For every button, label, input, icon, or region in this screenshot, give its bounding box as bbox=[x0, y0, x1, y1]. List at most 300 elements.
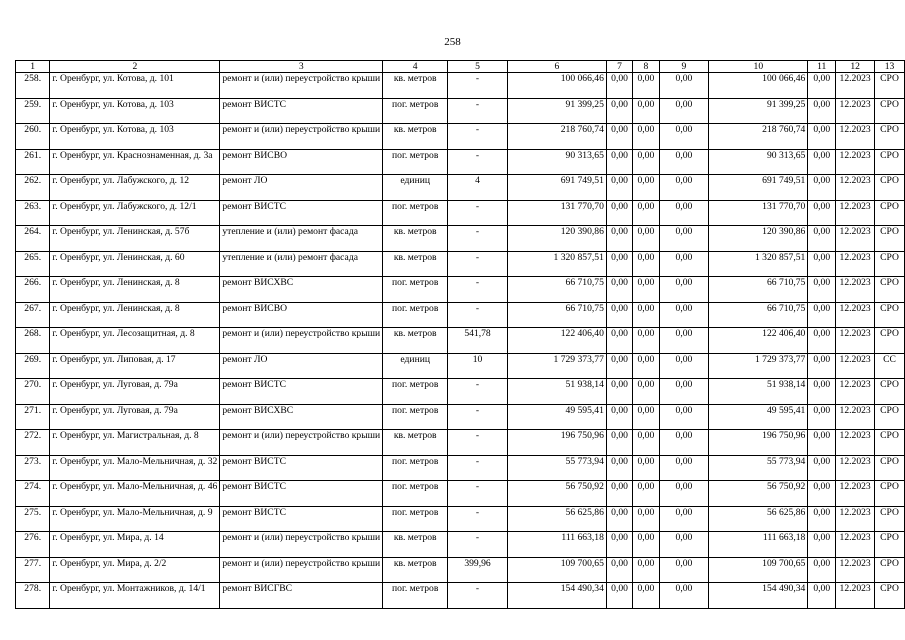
table-row bbox=[16, 175, 905, 201]
col9-cell: 0,00 bbox=[659, 404, 709, 430]
address-cell: г. Оренбург, ул. Липовая, д. 17 bbox=[50, 353, 220, 379]
quantity-cell: - bbox=[448, 251, 508, 277]
col8-cell: 0,00 bbox=[633, 328, 659, 354]
col9-cell: 0,00 bbox=[659, 124, 709, 150]
work-type-cell: ремонт ВИСТС bbox=[220, 379, 383, 405]
method-cell: СРО bbox=[875, 226, 905, 252]
col9-cell: 0,00 bbox=[659, 149, 709, 175]
col9-cell: 0,00 bbox=[659, 98, 709, 124]
col8-cell: 0,00 bbox=[633, 353, 659, 379]
quantity-cell: - bbox=[448, 583, 508, 609]
deadline-cell: 12.2023 bbox=[836, 98, 875, 124]
deadline-cell: 12.2023 bbox=[836, 379, 875, 405]
method-cell: СРО bbox=[875, 302, 905, 328]
col8-cell: 0,00 bbox=[633, 481, 659, 507]
col7-cell: 0,00 bbox=[606, 251, 632, 277]
total-cost-cell: 100 066,46 bbox=[507, 73, 606, 99]
unit-cell: пог. метров bbox=[383, 455, 448, 481]
col11-cell: 0,00 bbox=[808, 73, 836, 99]
col7-cell: 0,00 bbox=[606, 175, 632, 201]
col9-cell: 0,00 bbox=[659, 200, 709, 226]
work-type-cell: ремонт ВИСТС bbox=[220, 455, 383, 481]
col10-cost-cell: 90 313,65 bbox=[709, 149, 808, 175]
col10-cost-cell: 56 625,86 bbox=[709, 506, 808, 532]
col11-cell: 0,00 bbox=[808, 532, 836, 558]
total-cost-cell: 1 320 857,51 bbox=[507, 251, 606, 277]
col11-cell: 0,00 bbox=[808, 353, 836, 379]
quantity-cell: - bbox=[448, 404, 508, 430]
deadline-cell: 12.2023 bbox=[836, 481, 875, 507]
column-header: 10 bbox=[709, 61, 808, 73]
column-header: 1 bbox=[16, 61, 50, 73]
method-cell: СРО bbox=[875, 277, 905, 303]
total-cost-cell: 122 406,40 bbox=[507, 328, 606, 354]
quantity-cell: - bbox=[448, 200, 508, 226]
table-row bbox=[16, 277, 905, 303]
col9-cell: 0,00 bbox=[659, 302, 709, 328]
col7-cell: 0,00 bbox=[606, 557, 632, 583]
col10-cost-cell: 66 710,75 bbox=[709, 302, 808, 328]
col11-cell: 0,00 bbox=[808, 200, 836, 226]
unit-cell: кв. метров bbox=[383, 251, 448, 277]
col8-cell: 0,00 bbox=[633, 98, 659, 124]
col7-cell: 0,00 bbox=[606, 583, 632, 609]
row-number: 268. bbox=[16, 328, 50, 354]
address-cell: г. Оренбург, ул. Краснознаменная, д. 3а bbox=[50, 149, 220, 175]
deadline-cell: 12.2023 bbox=[836, 353, 875, 379]
row-number: 269. bbox=[16, 353, 50, 379]
total-cost-cell: 154 490,34 bbox=[507, 583, 606, 609]
col9-cell: 0,00 bbox=[659, 175, 709, 201]
total-cost-cell: 90 313,65 bbox=[507, 149, 606, 175]
work-type-cell: ремонт ВИСГВС bbox=[220, 583, 383, 609]
address-cell: г. Оренбург, ул. Котова, д. 101 bbox=[50, 73, 220, 99]
col8-cell: 0,00 bbox=[633, 175, 659, 201]
address-cell: г. Оренбург, ул. Мало-Мельничная, д. 9 bbox=[50, 506, 220, 532]
unit-cell: кв. метров bbox=[383, 430, 448, 456]
unit-cell: пог. метров bbox=[383, 506, 448, 532]
quantity-cell: - bbox=[448, 532, 508, 558]
col11-cell: 0,00 bbox=[808, 506, 836, 532]
col11-cell: 0,00 bbox=[808, 404, 836, 430]
col7-cell: 0,00 bbox=[606, 532, 632, 558]
work-type-cell: ремонт ВИСТС bbox=[220, 98, 383, 124]
work-type-cell: ремонт и (или) переустройство крыши bbox=[220, 532, 383, 558]
col10-cost-cell: 120 390,86 bbox=[709, 226, 808, 252]
col10-cost-cell: 100 066,46 bbox=[709, 73, 808, 99]
quantity-cell: - bbox=[448, 226, 508, 252]
method-cell: СРО bbox=[875, 506, 905, 532]
address-cell: г. Оренбург, ул. Ленинская, д. 60 bbox=[50, 251, 220, 277]
col8-cell: 0,00 bbox=[633, 583, 659, 609]
col9-cell: 0,00 bbox=[659, 251, 709, 277]
col11-cell: 0,00 bbox=[808, 175, 836, 201]
col7-cell: 0,00 bbox=[606, 404, 632, 430]
table-row bbox=[16, 73, 905, 99]
table-row bbox=[16, 226, 905, 252]
deadline-cell: 12.2023 bbox=[836, 455, 875, 481]
column-header: 8 bbox=[633, 61, 659, 73]
deadline-cell: 12.2023 bbox=[836, 149, 875, 175]
col11-cell: 0,00 bbox=[808, 557, 836, 583]
unit-cell: пог. метров bbox=[383, 200, 448, 226]
col10-cost-cell: 109 700,65 bbox=[709, 557, 808, 583]
deadline-cell: 12.2023 bbox=[836, 200, 875, 226]
col7-cell: 0,00 bbox=[606, 98, 632, 124]
method-cell: СРО bbox=[875, 379, 905, 405]
table-row bbox=[16, 251, 905, 277]
deadline-cell: 12.2023 bbox=[836, 404, 875, 430]
work-type-cell: ремонт и (или) переустройство крыши bbox=[220, 557, 383, 583]
col7-cell: 0,00 bbox=[606, 353, 632, 379]
col7-cell: 0,00 bbox=[606, 149, 632, 175]
col7-cell: 0,00 bbox=[606, 455, 632, 481]
method-cell: СРО bbox=[875, 124, 905, 150]
deadline-cell: 12.2023 bbox=[836, 302, 875, 328]
col9-cell: 0,00 bbox=[659, 506, 709, 532]
col10-cost-cell: 154 490,34 bbox=[709, 583, 808, 609]
col9-cell: 0,00 bbox=[659, 430, 709, 456]
table-row bbox=[16, 430, 905, 456]
col8-cell: 0,00 bbox=[633, 557, 659, 583]
col11-cell: 0,00 bbox=[808, 226, 836, 252]
table-row bbox=[16, 506, 905, 532]
col7-cell: 0,00 bbox=[606, 506, 632, 532]
work-type-cell: ремонт и (или) переустройство крыши bbox=[220, 73, 383, 99]
method-cell: СРО bbox=[875, 73, 905, 99]
col11-cell: 0,00 bbox=[808, 430, 836, 456]
col10-cost-cell: 1 729 373,77 bbox=[709, 353, 808, 379]
col7-cell: 0,00 bbox=[606, 328, 632, 354]
col8-cell: 0,00 bbox=[633, 251, 659, 277]
unit-cell: пог. метров bbox=[383, 379, 448, 405]
row-number: 263. bbox=[16, 200, 50, 226]
col10-cost-cell: 122 406,40 bbox=[709, 328, 808, 354]
unit-cell: пог. метров bbox=[383, 277, 448, 303]
table-row bbox=[16, 200, 905, 226]
work-type-cell: ремонт и (или) переустройство крыши bbox=[220, 430, 383, 456]
col8-cell: 0,00 bbox=[633, 200, 659, 226]
table-row bbox=[16, 557, 905, 583]
table-row bbox=[16, 353, 905, 379]
col11-cell: 0,00 bbox=[808, 124, 836, 150]
total-cost-cell: 111 663,18 bbox=[507, 532, 606, 558]
col7-cell: 0,00 bbox=[606, 302, 632, 328]
row-number: 258. bbox=[16, 73, 50, 99]
col11-cell: 0,00 bbox=[808, 328, 836, 354]
quantity-cell: - bbox=[448, 379, 508, 405]
column-header: 4 bbox=[383, 61, 448, 73]
column-header: 6 bbox=[507, 61, 606, 73]
col11-cell: 0,00 bbox=[808, 481, 836, 507]
address-cell: г. Оренбург, ул. Лабужского, д. 12/1 bbox=[50, 200, 220, 226]
col9-cell: 0,00 bbox=[659, 353, 709, 379]
quantity-cell: - bbox=[448, 481, 508, 507]
method-cell: СРО bbox=[875, 430, 905, 456]
work-type-cell: утепление и (или) ремонт фасада bbox=[220, 251, 383, 277]
address-cell: г. Оренбург, ул. Магистральная, д. 8 bbox=[50, 430, 220, 456]
address-cell: г. Оренбург, ул. Ленинская, д. 8 bbox=[50, 277, 220, 303]
method-cell: СРО bbox=[875, 200, 905, 226]
unit-cell: кв. метров bbox=[383, 328, 448, 354]
row-number: 275. bbox=[16, 506, 50, 532]
address-cell: г. Оренбург, ул. Лабужского, д. 12 bbox=[50, 175, 220, 201]
col7-cell: 0,00 bbox=[606, 200, 632, 226]
work-type-cell: ремонт ВИСХВС bbox=[220, 404, 383, 430]
col11-cell: 0,00 bbox=[808, 379, 836, 405]
method-cell: СРО bbox=[875, 98, 905, 124]
col7-cell: 0,00 bbox=[606, 481, 632, 507]
deadline-cell: 12.2023 bbox=[836, 583, 875, 609]
col9-cell: 0,00 bbox=[659, 532, 709, 558]
col9-cell: 0,00 bbox=[659, 583, 709, 609]
address-cell: г. Оренбург, ул. Луговая, д. 79а bbox=[50, 404, 220, 430]
deadline-cell: 12.2023 bbox=[836, 430, 875, 456]
deadline-cell: 12.2023 bbox=[836, 328, 875, 354]
col10-cost-cell: 66 710,75 bbox=[709, 277, 808, 303]
address-cell: г. Оренбург, ул. Котова, д. 103 bbox=[50, 124, 220, 150]
table-row bbox=[16, 149, 905, 175]
method-cell: СРО bbox=[875, 557, 905, 583]
col8-cell: 0,00 bbox=[633, 149, 659, 175]
address-cell: г. Оренбург, ул. Ленинская, д. 57б bbox=[50, 226, 220, 252]
total-cost-cell: 1 729 373,77 bbox=[507, 353, 606, 379]
col8-cell: 0,00 bbox=[633, 73, 659, 99]
deadline-cell: 12.2023 bbox=[836, 226, 875, 252]
quantity-cell: 541,78 bbox=[448, 328, 508, 354]
col10-cost-cell: 218 760,74 bbox=[709, 124, 808, 150]
deadline-cell: 12.2023 bbox=[836, 506, 875, 532]
deadline-cell: 12.2023 bbox=[836, 124, 875, 150]
unit-cell: пог. метров bbox=[383, 302, 448, 328]
deadline-cell: 12.2023 bbox=[836, 73, 875, 99]
total-cost-cell: 49 595,41 bbox=[507, 404, 606, 430]
method-cell: СРО bbox=[875, 583, 905, 609]
col7-cell: 0,00 bbox=[606, 430, 632, 456]
col7-cell: 0,00 bbox=[606, 226, 632, 252]
col9-cell: 0,00 bbox=[659, 73, 709, 99]
col10-cost-cell: 131 770,70 bbox=[709, 200, 808, 226]
table-row bbox=[16, 583, 905, 609]
col8-cell: 0,00 bbox=[633, 404, 659, 430]
work-type-cell: утепление и (или) ремонт фасада bbox=[220, 226, 383, 252]
total-cost-cell: 120 390,86 bbox=[507, 226, 606, 252]
unit-cell: пог. метров bbox=[383, 149, 448, 175]
col10-cost-cell: 49 595,41 bbox=[709, 404, 808, 430]
total-cost-cell: 66 710,75 bbox=[507, 302, 606, 328]
unit-cell: пог. метров bbox=[383, 98, 448, 124]
work-type-cell: ремонт и (или) переустройство крыши bbox=[220, 328, 383, 354]
column-header: 5 bbox=[448, 61, 508, 73]
deadline-cell: 12.2023 bbox=[836, 251, 875, 277]
unit-cell: единиц bbox=[383, 353, 448, 379]
table-row bbox=[16, 455, 905, 481]
unit-cell: кв. метров bbox=[383, 532, 448, 558]
total-cost-cell: 55 773,94 bbox=[507, 455, 606, 481]
col10-cost-cell: 111 663,18 bbox=[709, 532, 808, 558]
row-number: 260. bbox=[16, 124, 50, 150]
method-cell: СРО bbox=[875, 532, 905, 558]
row-number: 277. bbox=[16, 557, 50, 583]
work-type-cell: ремонт ЛО bbox=[220, 175, 383, 201]
column-header: 3 bbox=[220, 61, 383, 73]
table-row bbox=[16, 379, 905, 405]
total-cost-cell: 91 399,25 bbox=[507, 98, 606, 124]
method-cell: СРО bbox=[875, 251, 905, 277]
table-row bbox=[16, 532, 905, 558]
col7-cell: 0,00 bbox=[606, 73, 632, 99]
row-number: 278. bbox=[16, 583, 50, 609]
col7-cell: 0,00 bbox=[606, 277, 632, 303]
quantity-cell: - bbox=[448, 430, 508, 456]
address-cell: г. Оренбург, ул. Мира, д. 2/2 bbox=[50, 557, 220, 583]
page-number: 258 bbox=[444, 36, 461, 48]
address-cell: г. Оренбург, ул. Монтажников, д. 14/1 bbox=[50, 583, 220, 609]
col10-cost-cell: 91 399,25 bbox=[709, 98, 808, 124]
col10-cost-cell: 55 773,94 bbox=[709, 455, 808, 481]
method-cell: СРО bbox=[875, 149, 905, 175]
total-cost-cell: 218 760,74 bbox=[507, 124, 606, 150]
column-header: 13 bbox=[875, 61, 905, 73]
column-header: 9 bbox=[659, 61, 709, 73]
address-cell: г. Оренбург, ул. Мало-Мельничная, д. 46 bbox=[50, 481, 220, 507]
address-cell: г. Оренбург, ул. Мало-Мельничная, д. 32 bbox=[50, 455, 220, 481]
deadline-cell: 12.2023 bbox=[836, 532, 875, 558]
deadline-cell: 12.2023 bbox=[836, 557, 875, 583]
table-row bbox=[16, 98, 905, 124]
col7-cell: 0,00 bbox=[606, 124, 632, 150]
col11-cell: 0,00 bbox=[808, 251, 836, 277]
method-cell: СС bbox=[875, 353, 905, 379]
method-cell: СРО bbox=[875, 328, 905, 354]
col10-cost-cell: 196 750,96 bbox=[709, 430, 808, 456]
row-number: 262. bbox=[16, 175, 50, 201]
col8-cell: 0,00 bbox=[633, 506, 659, 532]
address-cell: г. Оренбург, ул. Ленинская, д. 8 bbox=[50, 302, 220, 328]
deadline-cell: 12.2023 bbox=[836, 175, 875, 201]
row-number: 265. bbox=[16, 251, 50, 277]
table-row bbox=[16, 124, 905, 150]
col8-cell: 0,00 bbox=[633, 226, 659, 252]
unit-cell: единиц bbox=[383, 175, 448, 201]
method-cell: СРО bbox=[875, 404, 905, 430]
col9-cell: 0,00 bbox=[659, 379, 709, 405]
column-header: 12 bbox=[836, 61, 875, 73]
quantity-cell: 10 bbox=[448, 353, 508, 379]
quantity-cell: - bbox=[448, 506, 508, 532]
total-cost-cell: 109 700,65 bbox=[507, 557, 606, 583]
col11-cell: 0,00 bbox=[808, 455, 836, 481]
work-type-cell: ремонт ВИСВО bbox=[220, 302, 383, 328]
unit-cell: пог. метров bbox=[383, 583, 448, 609]
quantity-cell: - bbox=[448, 277, 508, 303]
work-type-cell: ремонт ВИСТС bbox=[220, 481, 383, 507]
col8-cell: 0,00 bbox=[633, 430, 659, 456]
row-number: 270. bbox=[16, 379, 50, 405]
deadline-cell: 12.2023 bbox=[836, 277, 875, 303]
method-cell: СРО bbox=[875, 481, 905, 507]
col10-cost-cell: 56 750,92 bbox=[709, 481, 808, 507]
quantity-cell: - bbox=[448, 455, 508, 481]
row-number: 264. bbox=[16, 226, 50, 252]
unit-cell: кв. метров bbox=[383, 124, 448, 150]
unit-cell: кв. метров bbox=[383, 73, 448, 99]
total-cost-cell: 66 710,75 bbox=[507, 277, 606, 303]
column-header: 11 bbox=[808, 61, 836, 73]
row-number: 276. bbox=[16, 532, 50, 558]
col9-cell: 0,00 bbox=[659, 557, 709, 583]
col7-cell: 0,00 bbox=[606, 379, 632, 405]
work-type-cell: ремонт ВИСХВС bbox=[220, 277, 383, 303]
col9-cell: 0,00 bbox=[659, 481, 709, 507]
unit-cell: пог. метров bbox=[383, 481, 448, 507]
unit-cell: пог. метров bbox=[383, 404, 448, 430]
row-number: 274. bbox=[16, 481, 50, 507]
quantity-cell: - bbox=[448, 98, 508, 124]
total-cost-cell: 196 750,96 bbox=[507, 430, 606, 456]
work-type-cell: ремонт и (или) переустройство крыши bbox=[220, 124, 383, 150]
col11-cell: 0,00 bbox=[808, 583, 836, 609]
total-cost-cell: 51 938,14 bbox=[507, 379, 606, 405]
col10-cost-cell: 691 749,51 bbox=[709, 175, 808, 201]
table-row bbox=[16, 302, 905, 328]
col10-cost-cell: 51 938,14 bbox=[709, 379, 808, 405]
header-row bbox=[16, 61, 905, 73]
total-cost-cell: 56 750,92 bbox=[507, 481, 606, 507]
table-row bbox=[16, 481, 905, 507]
row-number: 271. bbox=[16, 404, 50, 430]
quantity-cell: 4 bbox=[448, 175, 508, 201]
total-cost-cell: 691 749,51 bbox=[507, 175, 606, 201]
col9-cell: 0,00 bbox=[659, 226, 709, 252]
unit-cell: кв. метров bbox=[383, 557, 448, 583]
quantity-cell: - bbox=[448, 124, 508, 150]
col9-cell: 0,00 bbox=[659, 328, 709, 354]
row-number: 272. bbox=[16, 430, 50, 456]
address-cell: г. Оренбург, ул. Мира, д. 14 bbox=[50, 532, 220, 558]
col8-cell: 0,00 bbox=[633, 277, 659, 303]
address-cell: г. Оренбург, ул. Луговая, д. 79а bbox=[50, 379, 220, 405]
row-number: 267. bbox=[16, 302, 50, 328]
col8-cell: 0,00 bbox=[633, 124, 659, 150]
row-number: 273. bbox=[16, 455, 50, 481]
address-cell: г. Оренбург, ул. Лесозащитная, д. 8 bbox=[50, 328, 220, 354]
col8-cell: 0,00 bbox=[633, 302, 659, 328]
work-type-cell: ремонт ВИСТС bbox=[220, 200, 383, 226]
table-row bbox=[16, 404, 905, 430]
work-type-cell: ремонт ЛО bbox=[220, 353, 383, 379]
column-header: 7 bbox=[606, 61, 632, 73]
quantity-cell: 399,96 bbox=[448, 557, 508, 583]
col9-cell: 0,00 bbox=[659, 277, 709, 303]
quantity-cell: - bbox=[448, 302, 508, 328]
row-number: 261. bbox=[16, 149, 50, 175]
row-number: 266. bbox=[16, 277, 50, 303]
unit-cell: кв. метров bbox=[383, 226, 448, 252]
method-cell: СРО bbox=[875, 455, 905, 481]
col11-cell: 0,00 bbox=[808, 98, 836, 124]
col10-cost-cell: 1 320 857,51 bbox=[709, 251, 808, 277]
col8-cell: 0,00 bbox=[633, 532, 659, 558]
col11-cell: 0,00 bbox=[808, 302, 836, 328]
col11-cell: 0,00 bbox=[808, 149, 836, 175]
table-row bbox=[16, 328, 905, 354]
col8-cell: 0,00 bbox=[633, 379, 659, 405]
repair-plan-table bbox=[15, 60, 905, 609]
quantity-cell: - bbox=[448, 149, 508, 175]
total-cost-cell: 56 625,86 bbox=[507, 506, 606, 532]
work-type-cell: ремонт ВИСВО bbox=[220, 149, 383, 175]
